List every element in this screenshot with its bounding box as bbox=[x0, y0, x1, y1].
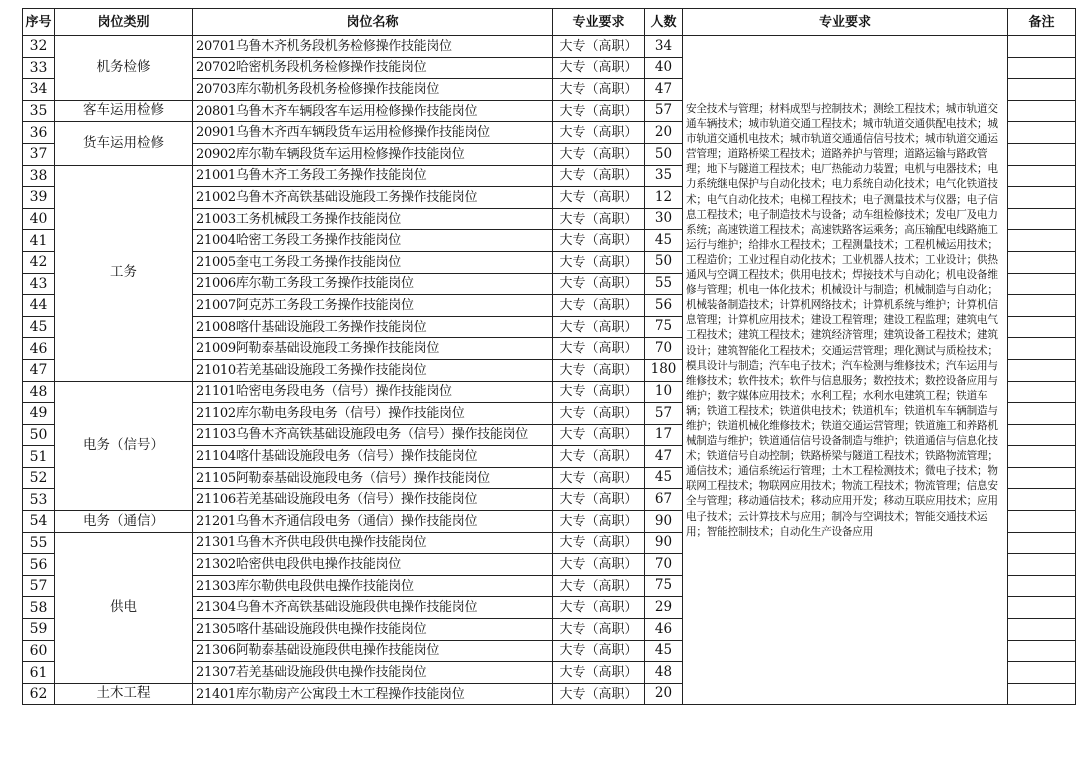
row-remarks bbox=[1008, 230, 1076, 252]
row-count: 17 bbox=[645, 424, 683, 446]
row-education: 大专（高职） bbox=[553, 403, 645, 425]
row-remarks bbox=[1008, 532, 1076, 554]
row-count: 70 bbox=[645, 554, 683, 576]
row-education: 大专（高职） bbox=[553, 338, 645, 360]
row-position: 21007阿克苏工务段工务操作技能岗位 bbox=[193, 295, 553, 317]
row-count: 35 bbox=[645, 165, 683, 187]
row-position: 21102库尔勒电务段电务（信号）操作技能岗位 bbox=[193, 403, 553, 425]
row-remarks bbox=[1008, 165, 1076, 187]
row-seq: 48 bbox=[23, 381, 55, 403]
row-education: 大专（高职） bbox=[553, 251, 645, 273]
row-remarks bbox=[1008, 100, 1076, 122]
header-count: 人数 bbox=[645, 9, 683, 36]
row-remarks bbox=[1008, 295, 1076, 317]
row-remarks bbox=[1008, 359, 1076, 381]
row-position: 20702哈密机务段机务检修操作技能岗位 bbox=[193, 57, 553, 79]
row-seq: 61 bbox=[23, 662, 55, 684]
row-position: 21401库尔勒房产公寓段土木工程操作技能岗位 bbox=[193, 683, 553, 705]
row-remarks bbox=[1008, 316, 1076, 338]
row-position: 20801乌鲁木齐车辆段客车运用检修操作技能岗位 bbox=[193, 100, 553, 122]
row-position: 21301乌鲁木齐供电段供电操作技能岗位 bbox=[193, 532, 553, 554]
row-seq: 44 bbox=[23, 295, 55, 317]
row-position: 21302哈密供电段供电操作技能岗位 bbox=[193, 554, 553, 576]
row-position: 21306阿勒泰基础设施段供电操作技能岗位 bbox=[193, 640, 553, 662]
row-education: 大专（高职） bbox=[553, 489, 645, 511]
row-education: 大专（高职） bbox=[553, 640, 645, 662]
row-education: 大专（高职） bbox=[553, 165, 645, 187]
row-count: 46 bbox=[645, 619, 683, 641]
header-position: 岗位名称 bbox=[193, 9, 553, 36]
row-count: 90 bbox=[645, 532, 683, 554]
row-remarks bbox=[1008, 403, 1076, 425]
row-count: 70 bbox=[645, 338, 683, 360]
row-remarks bbox=[1008, 338, 1076, 360]
row-position: 21303库尔勒供电段供电操作技能岗位 bbox=[193, 575, 553, 597]
row-seq: 55 bbox=[23, 532, 55, 554]
row-remarks bbox=[1008, 122, 1076, 144]
row-seq: 49 bbox=[23, 403, 55, 425]
row-category: 土木工程 bbox=[55, 683, 193, 705]
row-count: 47 bbox=[645, 446, 683, 468]
row-education: 大专（高职） bbox=[553, 79, 645, 101]
row-count: 45 bbox=[645, 640, 683, 662]
row-remarks bbox=[1008, 489, 1076, 511]
row-seq: 38 bbox=[23, 165, 55, 187]
row-position: 21106若羌基础设施段电务（信号）操作技能岗位 bbox=[193, 489, 553, 511]
row-position: 21304乌鲁木齐高铁基础设施段供电操作技能岗位 bbox=[193, 597, 553, 619]
header-majors: 专业要求 bbox=[683, 9, 1008, 36]
row-seq: 45 bbox=[23, 316, 55, 338]
row-count: 10 bbox=[645, 381, 683, 403]
table-body bbox=[23, 36, 1076, 705]
row-education: 大专（高职） bbox=[553, 597, 645, 619]
table-row bbox=[23, 36, 1076, 58]
row-remarks bbox=[1008, 554, 1076, 576]
row-seq: 53 bbox=[23, 489, 55, 511]
row-count: 34 bbox=[645, 36, 683, 58]
row-education: 大专（高职） bbox=[553, 683, 645, 705]
row-seq: 56 bbox=[23, 554, 55, 576]
row-remarks bbox=[1008, 143, 1076, 165]
row-seq: 39 bbox=[23, 187, 55, 209]
row-education: 大专（高职） bbox=[553, 575, 645, 597]
row-seq: 32 bbox=[23, 36, 55, 58]
row-remarks bbox=[1008, 662, 1076, 684]
row-count: 20 bbox=[645, 683, 683, 705]
row-count: 57 bbox=[645, 403, 683, 425]
row-seq: 40 bbox=[23, 208, 55, 230]
row-seq: 46 bbox=[23, 338, 55, 360]
row-category: 工务 bbox=[55, 165, 193, 381]
row-position: 21003工务机械段工务操作技能岗位 bbox=[193, 208, 553, 230]
row-education: 大专（高职） bbox=[553, 208, 645, 230]
row-education: 大专（高职） bbox=[553, 273, 645, 295]
row-remarks bbox=[1008, 683, 1076, 705]
row-education: 大专（高职） bbox=[553, 36, 645, 58]
row-position: 21004哈密工务段工务操作技能岗位 bbox=[193, 230, 553, 252]
row-seq: 58 bbox=[23, 597, 55, 619]
row-count: 67 bbox=[645, 489, 683, 511]
row-seq: 36 bbox=[23, 122, 55, 144]
row-education: 大专（高职） bbox=[553, 662, 645, 684]
row-remarks bbox=[1008, 619, 1076, 641]
row-education: 大专（高职） bbox=[553, 230, 645, 252]
document-page bbox=[22, 8, 1076, 705]
row-position: 21006库尔勒工务段工务操作技能岗位 bbox=[193, 273, 553, 295]
row-count: 30 bbox=[645, 208, 683, 230]
row-seq: 57 bbox=[23, 575, 55, 597]
row-seq: 59 bbox=[23, 619, 55, 641]
row-education: 大专（高职） bbox=[553, 359, 645, 381]
row-remarks bbox=[1008, 251, 1076, 273]
row-remarks bbox=[1008, 273, 1076, 295]
row-count: 57 bbox=[645, 100, 683, 122]
row-count: 75 bbox=[645, 575, 683, 597]
row-seq: 51 bbox=[23, 446, 55, 468]
row-seq: 33 bbox=[23, 57, 55, 79]
row-count: 55 bbox=[645, 273, 683, 295]
row-position: 21005奎屯工务段工务操作技能岗位 bbox=[193, 251, 553, 273]
row-count: 180 bbox=[645, 359, 683, 381]
row-position: 21103乌鲁木齐高铁基础设施段电务（信号）操作技能岗位 bbox=[193, 424, 553, 446]
row-education: 大专（高职） bbox=[553, 57, 645, 79]
row-category: 客车运用检修 bbox=[55, 100, 193, 122]
majors-list: 安全技术与管理；材料成型与控制技术；测绘工程技术；城市轨道交通车辆技术；城市轨道交通工程技术；城市轨道交通供配电技术；城市轨道交通机电技术；城市轨道交通通信信号技术；城市轨道交通运营管理；道路桥梁工程技术；道路养护与管理；道路运输与路政管理；地下与隧道工程技术；电厂热能动力装置；电机与电器技术；电力系统继电保护与自动化技术；电力系统自动化技术；电气化铁道技术；电气自动化技术；电梯工程技术；电子测量技术与仪器；电子信息工程技术；电子制造技术与设备；动车组检修技术；发电厂及电力系统；高速铁道工程技术；高速铁路客运乘务；高压输配电线路施工运行与维护；给排水工程技术；工程测量技术；工程机械运用技术；工程造价；工业过程自动化技术；工业机器人技术；工业设计；供热通风与空调工程技术；供用电技术；焊接技术与自动化；机电设备维修与管理；机电一体化技术；机械设计与制造；机械制造与自动化；机械装备制造技术；计算机网络技术；计算机系统与维护；计算机信息管理；计算机应用技术；建设工程管理；建设工程监理；建筑电气工程技术；建筑工程技术；建筑经济管理；建筑设备工程技术；建筑设计；建筑智能化工程技术；交通运营管理；理化测试与质检技术；模具设计与制造；汽车电子技术；汽车检测与维修技术；汽车运用与维修技术；软件技术；软件与信息服务；数控技术；数控设备应用与维护；数字媒体应用技术；水利工程；水利水电建筑工程；铁道车辆；铁道工程技术；铁道供电技术；铁道机车；铁道机车车辆制造与维护；铁道机械化维修技术；铁道交通运营管理；铁道施工和养路机械制造与维护；铁道通信信号设备制造与维护；铁道通信与信息化技术；铁道信号自动控制；铁路桥梁与隧道工程技术；铁路物流管理；通信技术；通信系统运行管理；土木工程检测技术；微电子技术；物联网工程技术；物联网应用技术；物流工程技术；物流管理；信息安全与管理；移动通信技术；移动应用开发；移动互联应用技术；应用电子技术；云计算技术与应用；制冷与空调技术；智能交通技术运用；智能控制技术；自动化生产设备应用 bbox=[683, 36, 1008, 705]
row-count: 47 bbox=[645, 79, 683, 101]
row-education: 大专（高职） bbox=[553, 467, 645, 489]
row-education: 大专（高职） bbox=[553, 554, 645, 576]
row-remarks bbox=[1008, 597, 1076, 619]
row-category: 机务检修 bbox=[55, 36, 193, 101]
row-position: 21307若羌基础设施段供电操作技能岗位 bbox=[193, 662, 553, 684]
row-seq: 34 bbox=[23, 79, 55, 101]
row-education: 大专（高职） bbox=[553, 511, 645, 533]
row-seq: 52 bbox=[23, 467, 55, 489]
row-category: 电务（信号） bbox=[55, 381, 193, 511]
row-education: 大专（高职） bbox=[553, 143, 645, 165]
row-education: 大专（高职） bbox=[553, 381, 645, 403]
row-seq: 50 bbox=[23, 424, 55, 446]
row-position: 21305喀什基础设施段供电操作技能岗位 bbox=[193, 619, 553, 641]
row-seq: 62 bbox=[23, 683, 55, 705]
header-remarks: 备注 bbox=[1008, 9, 1076, 36]
row-count: 56 bbox=[645, 295, 683, 317]
row-count: 45 bbox=[645, 230, 683, 252]
row-seq: 37 bbox=[23, 143, 55, 165]
row-count: 75 bbox=[645, 316, 683, 338]
row-education: 大专（高职） bbox=[553, 187, 645, 209]
row-count: 50 bbox=[645, 143, 683, 165]
row-remarks bbox=[1008, 446, 1076, 468]
row-education: 大专（高职） bbox=[553, 446, 645, 468]
row-remarks bbox=[1008, 381, 1076, 403]
row-position: 20701乌鲁木齐机务段机务检修操作技能岗位 bbox=[193, 36, 553, 58]
row-count: 12 bbox=[645, 187, 683, 209]
row-seq: 54 bbox=[23, 511, 55, 533]
row-category: 货车运用检修 bbox=[55, 122, 193, 165]
row-education: 大专（高职） bbox=[553, 295, 645, 317]
row-remarks bbox=[1008, 187, 1076, 209]
row-category: 电务（通信） bbox=[55, 511, 193, 533]
header-education: 专业要求 bbox=[553, 9, 645, 36]
row-education: 大专（高职） bbox=[553, 316, 645, 338]
row-seq: 35 bbox=[23, 100, 55, 122]
row-remarks bbox=[1008, 57, 1076, 79]
row-seq: 41 bbox=[23, 230, 55, 252]
row-count: 48 bbox=[645, 662, 683, 684]
row-remarks bbox=[1008, 640, 1076, 662]
row-count: 50 bbox=[645, 251, 683, 273]
row-position: 21010若羌基础设施段工务操作技能岗位 bbox=[193, 359, 553, 381]
row-seq: 43 bbox=[23, 273, 55, 295]
row-remarks bbox=[1008, 575, 1076, 597]
row-position: 21105阿勒泰基础设施段电务（信号）操作技能岗位 bbox=[193, 467, 553, 489]
row-education: 大专（高职） bbox=[553, 424, 645, 446]
row-remarks bbox=[1008, 511, 1076, 533]
row-position: 20902库尔勒车辆段货车运用检修操作技能岗位 bbox=[193, 143, 553, 165]
row-position: 20703库尔勒机务段机务检修操作技能岗位 bbox=[193, 79, 553, 101]
row-count: 40 bbox=[645, 57, 683, 79]
row-count: 29 bbox=[645, 597, 683, 619]
row-seq: 60 bbox=[23, 640, 55, 662]
row-remarks bbox=[1008, 79, 1076, 101]
header-seq: 序号 bbox=[23, 9, 55, 36]
row-seq: 47 bbox=[23, 359, 55, 381]
header-category: 岗位类别 bbox=[55, 9, 193, 36]
row-remarks bbox=[1008, 424, 1076, 446]
row-count: 45 bbox=[645, 467, 683, 489]
header-row bbox=[23, 9, 1076, 36]
row-education: 大专（高职） bbox=[553, 532, 645, 554]
row-position: 21104喀什基础设施段电务（信号）操作技能岗位 bbox=[193, 446, 553, 468]
row-position: 21001乌鲁木齐工务段工务操作技能岗位 bbox=[193, 165, 553, 187]
row-position: 21008喀什基础设施段工务操作技能岗位 bbox=[193, 316, 553, 338]
row-seq: 42 bbox=[23, 251, 55, 273]
row-education: 大专（高职） bbox=[553, 122, 645, 144]
recruitment-table bbox=[22, 8, 1076, 705]
row-count: 90 bbox=[645, 511, 683, 533]
row-position: 21009阿勒泰基础设施段工务操作技能岗位 bbox=[193, 338, 553, 360]
row-education: 大专（高职） bbox=[553, 100, 645, 122]
row-position: 21002乌鲁木齐高铁基础设施段工务操作技能岗位 bbox=[193, 187, 553, 209]
row-position: 21201乌鲁木齐通信段电务（通信）操作技能岗位 bbox=[193, 511, 553, 533]
row-position: 21101哈密电务段电务（信号）操作技能岗位 bbox=[193, 381, 553, 403]
row-count: 20 bbox=[645, 122, 683, 144]
row-remarks bbox=[1008, 36, 1076, 58]
row-position: 20901乌鲁木齐西车辆段货车运用检修操作技能岗位 bbox=[193, 122, 553, 144]
row-remarks bbox=[1008, 208, 1076, 230]
row-category: 供电 bbox=[55, 532, 193, 683]
row-education: 大专（高职） bbox=[553, 619, 645, 641]
row-remarks bbox=[1008, 467, 1076, 489]
